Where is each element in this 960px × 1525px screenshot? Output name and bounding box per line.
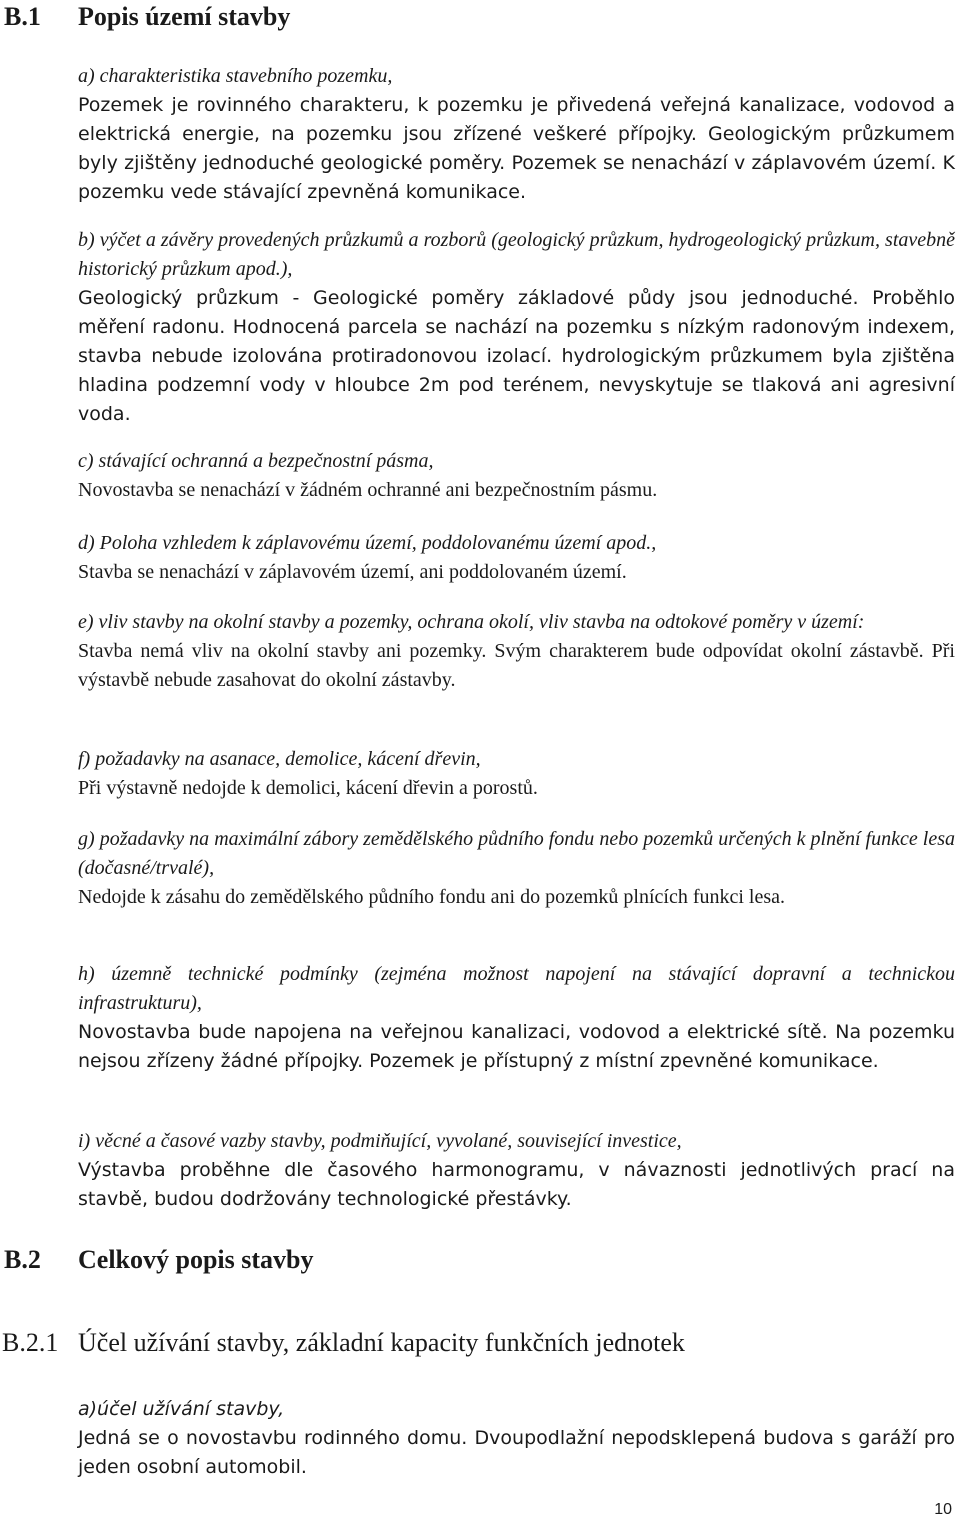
section-number: B.1 — [4, 2, 41, 31]
item-answer: Stavba se nenachází v záplavovém území, ani poddolovaném území. — [78, 561, 627, 583]
section-number: B.2.1 — [2, 1328, 59, 1357]
item-answer: Pozemek je rovinného charakteru, k pozemku je přivedená veřejná kanalizace, vodovod a elektrická energie, na pozemku jsou zřízené veškeré přípojky. Geologickým průzkumem byly zjištěny jednoduché geologické poměry. Pozemek se nenachází v záplavovém území. K pozemku vede stávající zpevněná komunikace. — [78, 94, 955, 203]
item-answer: Při výstavně nedojde k demolici, kácení dřevin a porostů. — [78, 777, 538, 799]
item-answer: Geologický průzkum - Geologické poměry základové půdy jsou jednoduché. Proběhlo měření radonu. Hodnocená parcela se nachází na pozemku s nízkým radonovým indexem, stavba nebude izolována protiradonovou izolací. hydrologickým průzkumem byla zjištěna hladina podzemní vody v hloubce 2m pod terénem, nevyskytuje se tlaková ani agresivní voda. — [78, 287, 955, 425]
section-title: Popis území stavby — [78, 2, 291, 31]
item-purpose — [78, 1395, 955, 1482]
section-title: Celkový popis stavby — [78, 1245, 314, 1274]
item-h — [78, 960, 955, 1076]
section-title: Účel užívání stavby, základní kapacity funkčních jednotek — [78, 1328, 685, 1357]
item-question: c) stávající ochranná a bezpečnostní pásma, — [78, 450, 434, 472]
section-number: B.2 — [4, 1245, 41, 1274]
item-question: d) Poloha vzhledem k záplavovému území, poddolovanému území apod., — [78, 532, 657, 554]
item-question: b) výčet a závěry provedených průzkumů a rozborů (geologický průzkum, hydrogeologický průzkum, stavebně historický průzkum apod.), — [78, 229, 955, 280]
item-question: a) charakteristika stavebního pozemku, — [78, 65, 393, 87]
item-question: f) požadavky na asanace, demolice, kácení dřevin, — [78, 748, 481, 770]
item-question: i) věcné a časové vazby stavby, podmiňující, vyvolané, související investice, — [78, 1130, 682, 1152]
item-answer: Jedná se o novostavbu rodinného domu. Dvoupodlažní nepodsklepená budova s garáží pro jeden osobní automobil. — [78, 1427, 955, 1478]
item-answer: Stavba nemá vliv na okolní stavby ani pozemky. Svým charakterem bude odpovídat okolní zástavbě. Při výstavbě nebude zasahovat do okolní zástavby. — [78, 640, 955, 691]
item-answer: Výstavba proběhne dle časového harmonogramu, v návaznosti jednotlivých prací na stavbě, budou dodržovány technologické přestávky. — [78, 1159, 955, 1210]
item-answer: Nedojde k zásahu do zemědělského půdního fondu ani do pozemků plnících funkci lesa. — [78, 886, 786, 908]
item-answer: Novostavba se nenachází v žádném ochranné ani bezpečnostním pásmu. — [78, 479, 658, 501]
item-a — [78, 62, 955, 207]
item-b — [78, 226, 955, 429]
page-number: 10 — [934, 1501, 952, 1518]
item-f — [78, 745, 955, 803]
item-question: h) územně technické podmínky (zejména možnost napojení na stávající dopravní a technickou infrastrukturu), — [78, 963, 955, 1014]
item-c — [78, 447, 955, 505]
item-e — [78, 608, 955, 695]
item-i — [78, 1127, 955, 1214]
item-answer: Novostavba bude napojena na veřejnou kanalizaci, vodovod a elektrické sítě. Na pozemku nejsou zřízeny žádné přípojky. Pozemek je přístupný z místní zpevněné komunikace. — [78, 1021, 955, 1072]
item-d — [78, 529, 955, 587]
item-question: a)účel užívání stavby, — [78, 1398, 285, 1420]
item-question: e) vliv stavby na okolní stavby a pozemky, ochrana okolí, vliv stavba na odtokové poměry v území: — [78, 611, 865, 633]
item-question: g) požadavky na maximální zábory zemědělského půdního fondu nebo pozemků určených k plnění funkce lesa (dočasné/trvalé), — [78, 828, 955, 879]
item-g — [78, 825, 955, 912]
